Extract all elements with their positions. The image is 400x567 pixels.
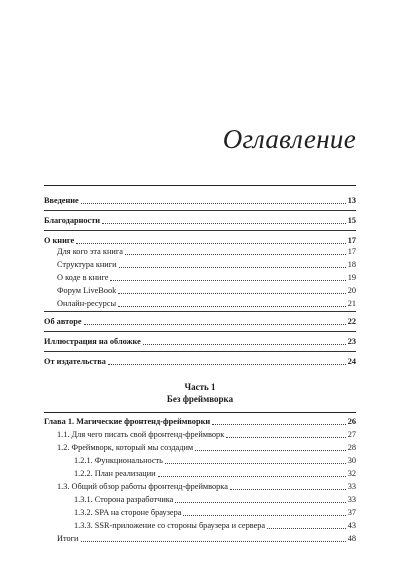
entry-label: 1.1. Для чего писать свой фронтенд-фреймворк: [57, 430, 225, 439]
leader-dots: [119, 267, 346, 268]
leader-dots: [143, 344, 346, 345]
toc-section[interactable]: [44, 441, 356, 454]
entry-page: 15: [347, 216, 356, 225]
entry-page: 37: [347, 508, 356, 517]
leader-dots: [81, 203, 346, 204]
entry-page: 30: [347, 456, 356, 465]
entry-label: 1.3. Общий обзор работы фронтенд-фреймворка: [57, 482, 228, 491]
entry-label: Итоги: [57, 534, 79, 543]
entry-label: 1.3.1. Сторона разработчика: [74, 495, 174, 504]
toc-subsection[interactable]: [44, 467, 356, 480]
toc-subentry[interactable]: [44, 271, 356, 284]
toc-subsection[interactable]: [44, 519, 356, 532]
toc-section[interactable]: [44, 428, 356, 441]
entry-page: 27: [347, 430, 356, 439]
leader-dots: [158, 476, 346, 477]
toc-subentry[interactable]: [44, 297, 356, 310]
heading-rule: [44, 185, 356, 186]
entry-page: 24: [347, 357, 356, 366]
entry-page: 33: [347, 482, 356, 491]
leader-dots: [165, 463, 346, 464]
leader-dots: [230, 489, 346, 490]
leader-dots: [84, 324, 346, 325]
entry-divider: [44, 230, 356, 231]
entry-label: 1.2.1. Функциональность: [74, 456, 163, 465]
entry-page: 17: [347, 247, 356, 256]
leader-dots: [118, 293, 345, 294]
entry-page: 17: [347, 236, 356, 245]
entry-page: 18: [347, 260, 356, 269]
entry-label: Для кого эта книга: [57, 247, 123, 256]
entry-page: 48: [347, 534, 356, 543]
entry-page: 33: [347, 495, 356, 504]
toc-subentry[interactable]: [44, 245, 356, 258]
entry-label: Введение: [44, 196, 79, 205]
toc-entry-acknowledgments[interactable]: [44, 214, 356, 227]
entry-label: Форум LiveBook: [57, 286, 117, 295]
entry-page: 20: [347, 286, 356, 295]
toc-subsection[interactable]: [44, 454, 356, 467]
entry-divider: [44, 331, 356, 332]
toc-section[interactable]: [44, 532, 356, 545]
leader-dots: [110, 280, 345, 281]
toc-entry-introduction[interactable]: [44, 194, 356, 207]
entry-label: Онлайн-ресурсы: [57, 299, 117, 308]
leader-dots: [212, 424, 346, 425]
part-number: Часть 1: [184, 382, 216, 392]
leader-dots: [81, 541, 346, 542]
leader-dots: [76, 243, 345, 244]
part-rule: [44, 412, 356, 413]
leader-dots: [183, 515, 345, 516]
entry-divider: [44, 351, 356, 352]
entry-label: 1.2. Фреймворк, который мы создадим: [57, 443, 194, 452]
leader-dots: [267, 528, 346, 529]
entry-page: 32: [347, 469, 356, 478]
toc-section[interactable]: [44, 480, 356, 493]
entry-page: 22: [347, 317, 356, 326]
entry-page: 19: [347, 273, 356, 282]
entry-divider: [44, 210, 356, 211]
entry-label: Глава 1. Магические фронтенд-фреймворки: [44, 417, 211, 426]
entry-page: 43: [347, 521, 356, 530]
toc-entry-cover-illustration[interactable]: [44, 335, 356, 348]
entry-page: 13: [347, 196, 356, 205]
toc-entry-chapter-1[interactable]: [44, 415, 356, 428]
leader-dots: [175, 502, 345, 503]
toc-heading: Оглавление: [222, 124, 356, 154]
toc-entry-about-author[interactable]: [44, 315, 356, 328]
entry-page: 23: [347, 337, 356, 346]
part-name: Без фреймворка: [166, 394, 234, 404]
toc-subentry[interactable]: [44, 284, 356, 297]
leader-dots: [108, 364, 346, 365]
entry-label: 1.2.2. План реализации: [74, 469, 156, 478]
entry-page: 21: [347, 299, 356, 308]
toc-subentry[interactable]: [44, 258, 356, 271]
toc-subsection[interactable]: [44, 506, 356, 519]
entry-label: О коде в книге: [57, 273, 109, 282]
leader-dots: [226, 437, 345, 438]
entry-label: 1.3.2. SPA на стороне браузера: [74, 508, 182, 517]
leader-dots: [125, 254, 346, 255]
leader-dots: [195, 450, 346, 451]
toc-subsection[interactable]: [44, 493, 356, 506]
entry-label: Структура книги: [57, 260, 117, 269]
entry-label: Благодарности: [44, 216, 101, 225]
entry-label: Иллюстрация на обложке: [44, 337, 141, 346]
leader-dots: [118, 306, 346, 307]
entry-label: Об авторе: [44, 317, 82, 326]
entry-page: 26: [347, 417, 356, 426]
entry-label: 1.3.3. SSR-приложение со стороны браузера и сервера: [74, 521, 266, 530]
entry-page: 28: [347, 443, 356, 452]
entry-label: О книге: [44, 236, 75, 245]
entry-label: От издательства: [44, 357, 106, 366]
toc-entry-from-publisher[interactable]: [44, 355, 356, 368]
entry-divider: [44, 311, 356, 312]
leader-dots: [102, 223, 346, 224]
